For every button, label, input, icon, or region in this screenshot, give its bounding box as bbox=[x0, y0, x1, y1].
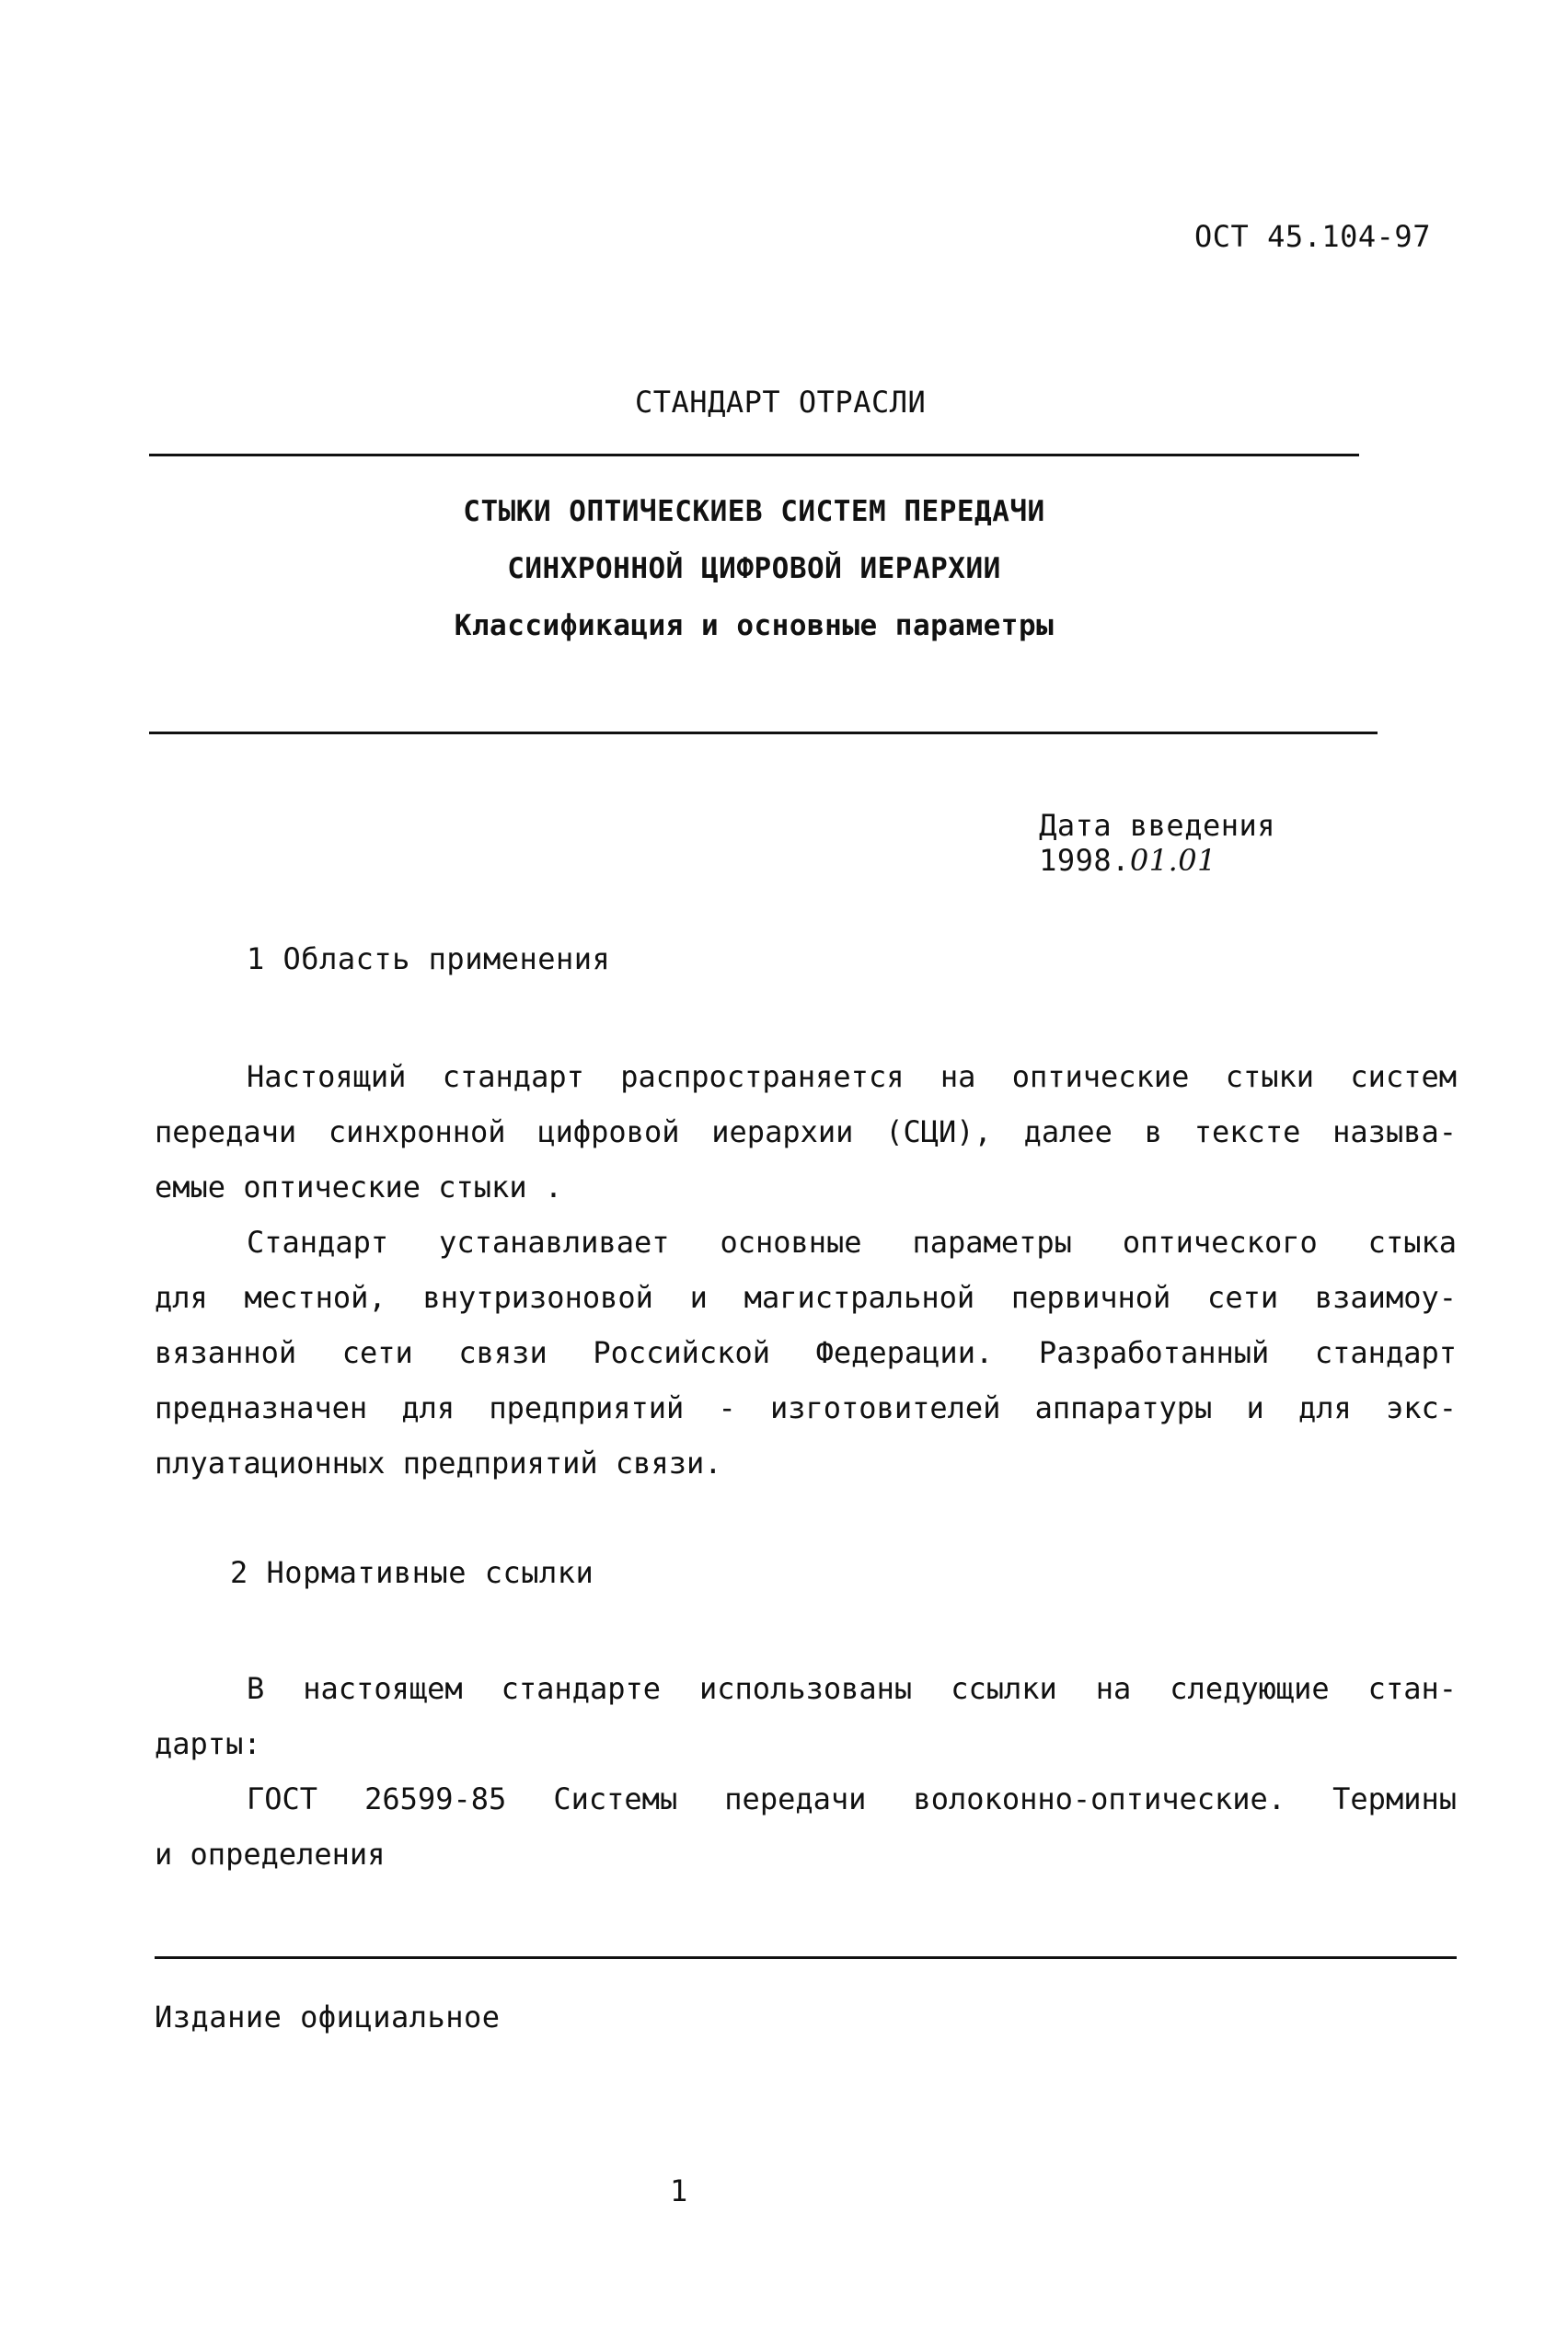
section1-heading: 1 Область применения bbox=[247, 941, 611, 976]
text-line: для местной, внутризоновой и магистральной первичной сети взаимоу- bbox=[155, 1280, 1457, 1315]
document-title-line2: СИНХРОННОЙ ЦИФРОВОЙ ИЕРАРХИИ bbox=[507, 552, 1001, 585]
effective-date-handwritten: 01.01 bbox=[1129, 843, 1216, 878]
document-number: ОСТ 45.104-97 bbox=[1194, 219, 1431, 254]
page-number: 1 bbox=[670, 2173, 688, 2208]
footer-rule bbox=[155, 1956, 1457, 1959]
text-line: дарты: bbox=[155, 1726, 261, 1761]
section2-heading: 2 Нормативные ссылки bbox=[230, 1555, 594, 1590]
text-line: Стандарт устанавливает основные параметры оптического стыка bbox=[247, 1225, 1457, 1260]
text-line: передачи синхронной цифровой иерархии (СЦИ), далее в тексте называ- bbox=[155, 1114, 1457, 1149]
text-line: вязанной сети связи Российской Федерации. Разработанный стандарт bbox=[155, 1335, 1457, 1370]
title-bottom-rule bbox=[149, 732, 1378, 734]
effective-date-year: 1998. bbox=[1039, 843, 1130, 878]
standard-kind: СТАНДАРТ ОТРАСЛИ bbox=[635, 385, 927, 420]
text-line: ГОСТ 26599-85 Системы передачи волоконно-оптические. Термины bbox=[247, 1781, 1457, 1816]
document-title-line1: СТЫКИ ОПТИЧЕСКИЕВ СИСТЕМ ПЕРЕДАЧИ bbox=[463, 495, 1045, 528]
text-line: емые оптические стыки . bbox=[155, 1170, 563, 1205]
text-line: Настоящий стандарт распространяется на оптические стыки систем bbox=[247, 1059, 1457, 1094]
text-line: и определения bbox=[155, 1837, 386, 1872]
text-line: В настоящем стандарте использованы ссылки на следующие стан- bbox=[247, 1671, 1457, 1706]
edition-note: Издание официальное bbox=[155, 2000, 501, 2035]
text-line: плуатационных предприятий связи. bbox=[155, 1446, 722, 1481]
effective-date-label: Дата введения bbox=[1039, 808, 1276, 843]
text-line: предназначен для предприятий - изготовителей аппаратуры и для экс- bbox=[155, 1390, 1457, 1425]
section1-paragraph2 bbox=[155, 1215, 1457, 1491]
title-top-rule bbox=[149, 454, 1359, 456]
section2-paragraph1 bbox=[155, 1661, 1457, 1771]
document-subtitle: Классификация и основные параметры bbox=[454, 609, 1055, 642]
section1-paragraph1 bbox=[155, 1049, 1457, 1215]
normative-reference bbox=[155, 1771, 1457, 1882]
effective-date bbox=[966, 773, 1275, 913]
